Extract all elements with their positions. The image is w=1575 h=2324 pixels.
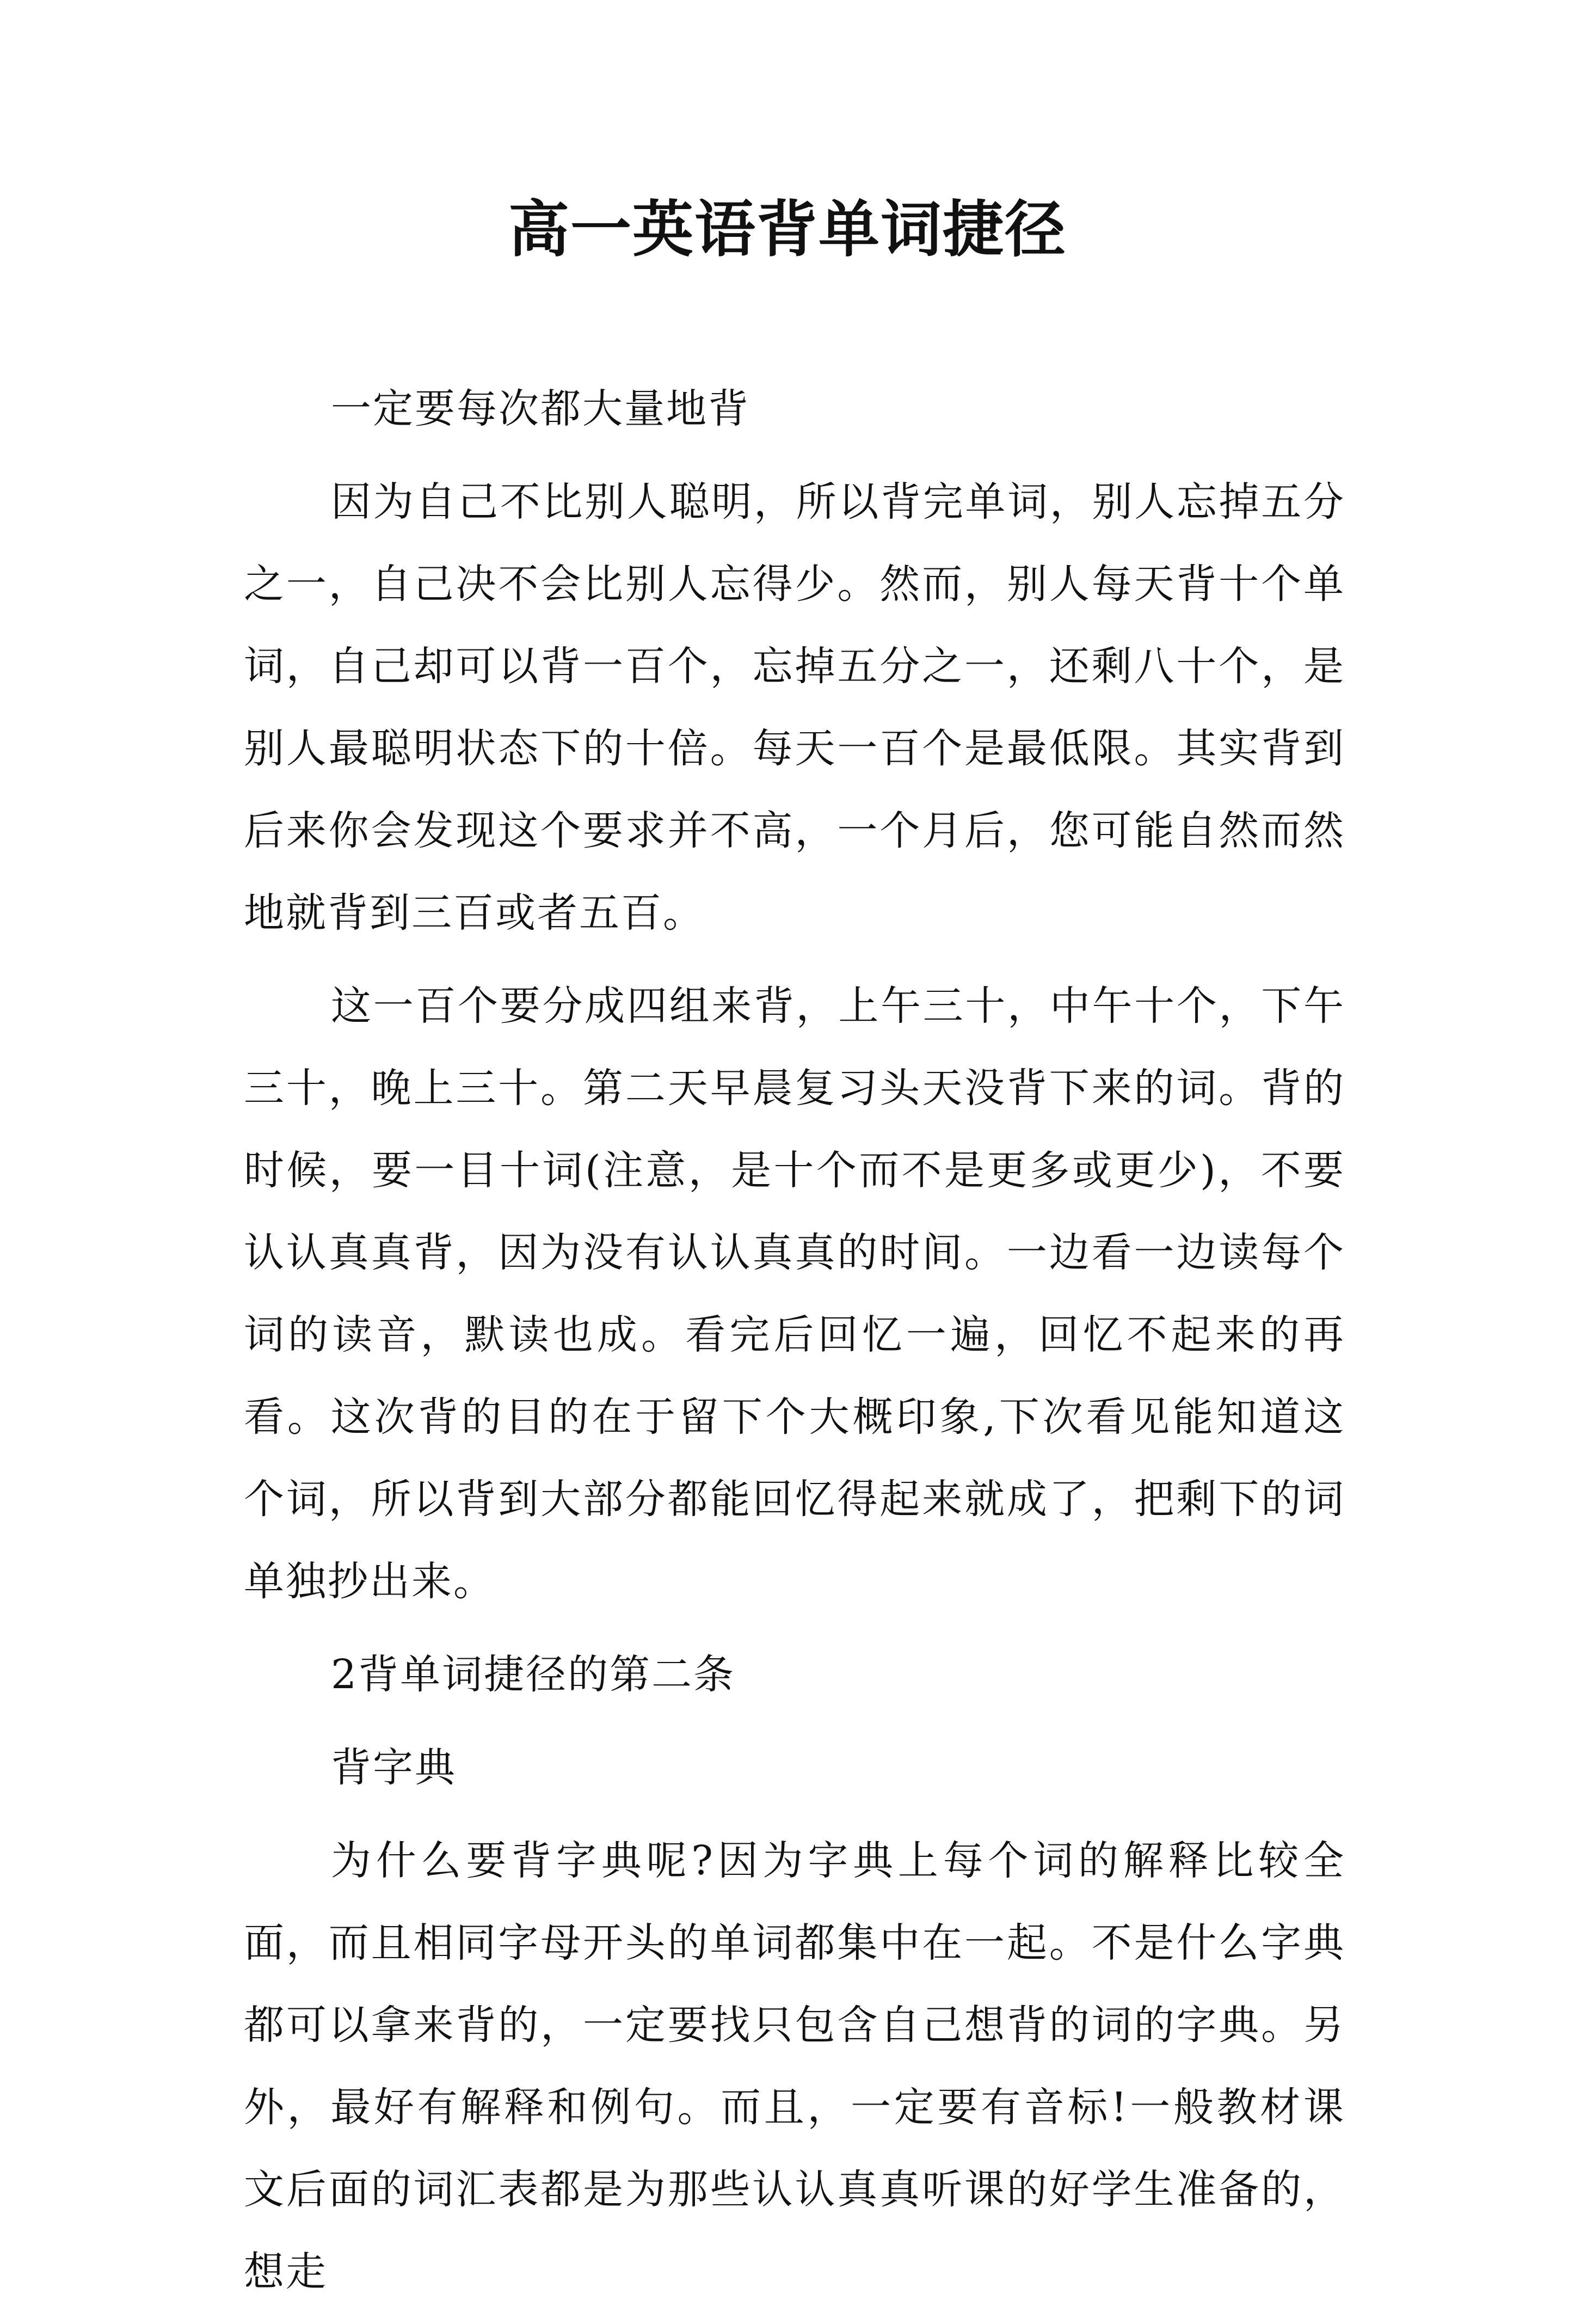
paragraph: 为什么要背字典呢?因为字典上每个词的解释比较全面，而且相同字母开头的单词都集中在一起。不是什么字典都可以拿来背的，一定要找只包含自己想背的词的字典。另外，最好有解释和例句。而且，一定要有音标!一般教材课文后面的词汇表都是为那些认认真真听课的好学生准备的，想走 xyxy=(244,1837,1345,2295)
section-heading: 一定要每次都大量地背 xyxy=(331,385,750,432)
document-body xyxy=(244,368,1345,2324)
paragraph: 因为自己不比别人聪明，所以背完单词，别人忘掉五分之一，自己决不会比别人忘得少。然而，别人每天背十个单词，自己却可以背一百个，忘掉五分之一，还剩八十个，是别人最聪明状态下的十倍。每天一百个是最低限。其实背到后来你会发现这个要求并不高，一个月后，您可能自然而然地就背到三百或者五百。 xyxy=(244,479,1345,936)
document-title: 高一英语背单词捷径 xyxy=(508,194,1067,265)
paragraph: 这一百个要分成四组来背，上午三十，中午十个，下午三十，晚上三十。第二天早晨复习头天没背下来的词。背的时候，要一目十词(注意，是十个而不是更多或更少)，不要认认真真背，因为没有认认真真的时间。一边看一边读每个词的读音，默读也成。看完后回忆一遍，回忆不起来的再看。这次背的目的在于留下个大概印象,下次看见能知道这个词，所以背到大部分都能回忆得起来就成了，把剩下的词单独抄出来。 xyxy=(244,983,1345,1605)
section-heading: 2背单词捷径的第二条 xyxy=(331,1651,736,1698)
section-heading: 背字典 xyxy=(331,1744,457,1791)
